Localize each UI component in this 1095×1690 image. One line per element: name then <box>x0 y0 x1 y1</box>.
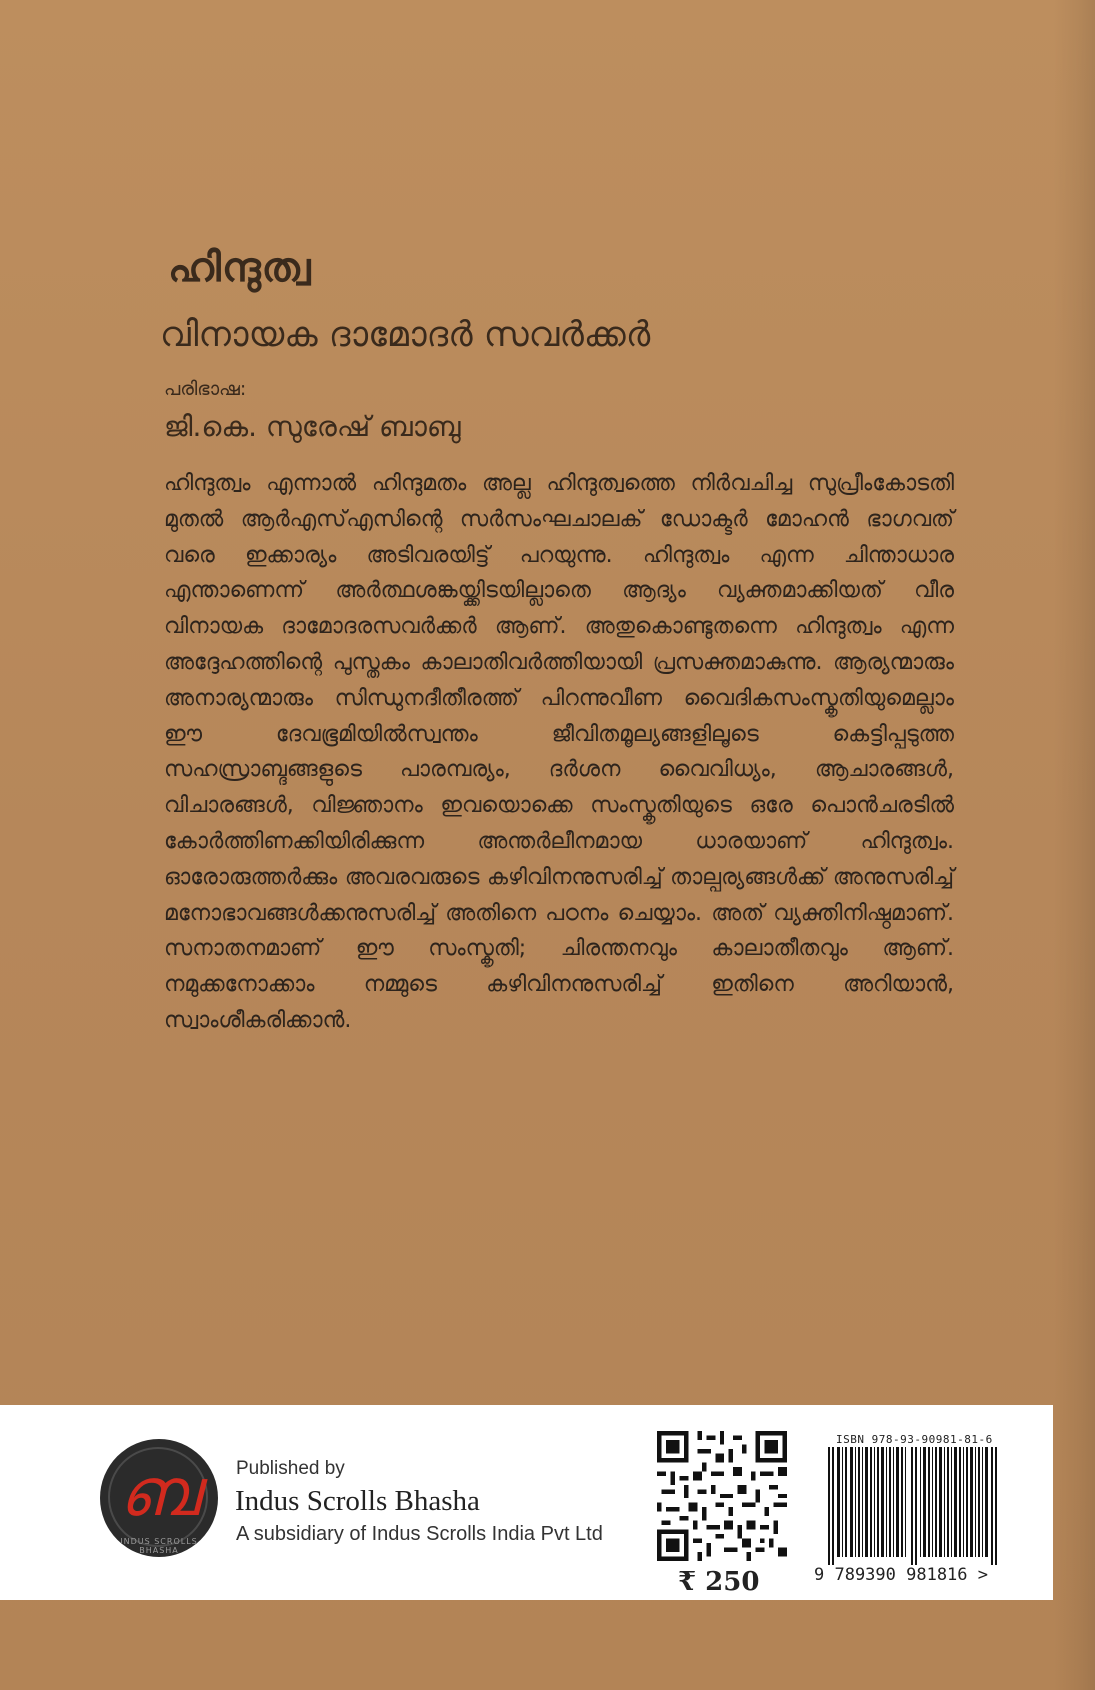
publisher-band <box>0 1405 1053 1600</box>
publisher-name: Indus Scrolls Bhasha <box>235 1485 480 1517</box>
isbn-label: ISBN 978-93-90981-81-6 <box>836 1433 993 1446</box>
book-author: വിനായക ദാമോദർ സവർക്കർ <box>160 315 651 355</box>
logo-letter: ബ <box>119 1454 199 1531</box>
translation-label: പരിഭാഷ: <box>164 378 247 400</box>
book-title: ഹിന്ദുത്വ <box>168 245 312 291</box>
qr-code <box>657 1431 787 1561</box>
isbn-barcode <box>826 1447 1006 1565</box>
publisher-subsidiary: A subsidiary of Indus Scrolls India Pvt Ltd <box>236 1523 603 1545</box>
logo-ring-text: INDUS SCROLLS BHASHA <box>120 1537 198 1555</box>
barcode-number: 9 789390 981816 > <box>814 1565 988 1585</box>
published-by-label: Published by <box>236 1458 345 1479</box>
cover-edge-shadow <box>1053 0 1095 1690</box>
price-label: ₹ 250 <box>678 1567 760 1597</box>
book-blurb: ഹിന്ദുത്വം എന്നാൽ ഹിന്ദുമതം അല്ല ഹിന്ദുത്വത്തെ നിർവചിച്ച സുപ്രീംകോടതി മുതൽ ആർഎസ്എസിന്റെ സർസംഘചാലക് ഡോക്ടർ മോഹൻ ഭാഗവത് വരെ ഇക്കാര്യം അടിവരയിട്ട് പറയുന്നു. ഹിന്ദുത്വം എന്ന ചിന്താധാര എന്താണെന്ന് അർത്ഥശങ്കയ്ക്കിടയില്ലാതെ ആദ്യം വ്യക്തമാക്കിയത് വീര വിനായക ദാമോദരസവർക്കർ ആണ്. അതുകൊണ്ടുതന്നെ ഹിന്ദുത്വം എന്ന അദ്ദേഹത്തിന്റെ പുസ്തകം കാലാതിവർത്തിയായി പ്രസക്തമാകുന്നു. ആര്യന്മാരും അനാര്യന്മാരും സിന്ധുനദീതീരത്ത് പിറന്നുവീണ വൈദികസംസ്കൃതിയുമെല്ലാം ഈ ദേവഭൂമിയിൽസ്വന്തം ജീവിതമൂല്യങ്ങളിലൂടെ കെട്ടിപ്പടുത്ത സഹസ്രാബ്ദങ്ങളുടെ പാരമ്പര്യം, ദർശന വൈവിധ്യം, ആചാരങ്ങൾ, വിചാരങ്ങൾ, വിജ്ഞാനം ഇവയൊക്കെ സംസ്കൃതിയുടെ ഒരേ പൊൻചരടിൽ കോർത്തിണക്കിയിരിക്കുന്ന അന്തർലീനമായ ധാരയാണ് ഹിന്ദുത്വം. ഓരോരുത്തർക്കും അവരവരുടെ കഴിവിനനുസരിച്ച് താല്പര്യങ്ങൾക്ക് അനുസരിച്ച് മനോഭാവങ്ങൾക്കനുസരിച്ച് അതിനെ പഠനം ചെയ്യാം. അത് വ്യക്തിനിഷ്ഠമാണ്. സനാതനമാണ് ഈ സംസ്കൃതി; ചിരന്തനവും കാലാതീതവും ആണ്. നമുക്കനോക്കാം നമ്മുടെ കഴിവിനനുസരിച്ച് ഇതിനെ അറിയാൻ, സ്വാംശീകരിക്കാൻ. <box>164 471 954 1033</box>
translator-name: ജി.കെ. സുരേഷ് ബാബു <box>164 410 461 443</box>
publisher-logo <box>100 1439 218 1557</box>
